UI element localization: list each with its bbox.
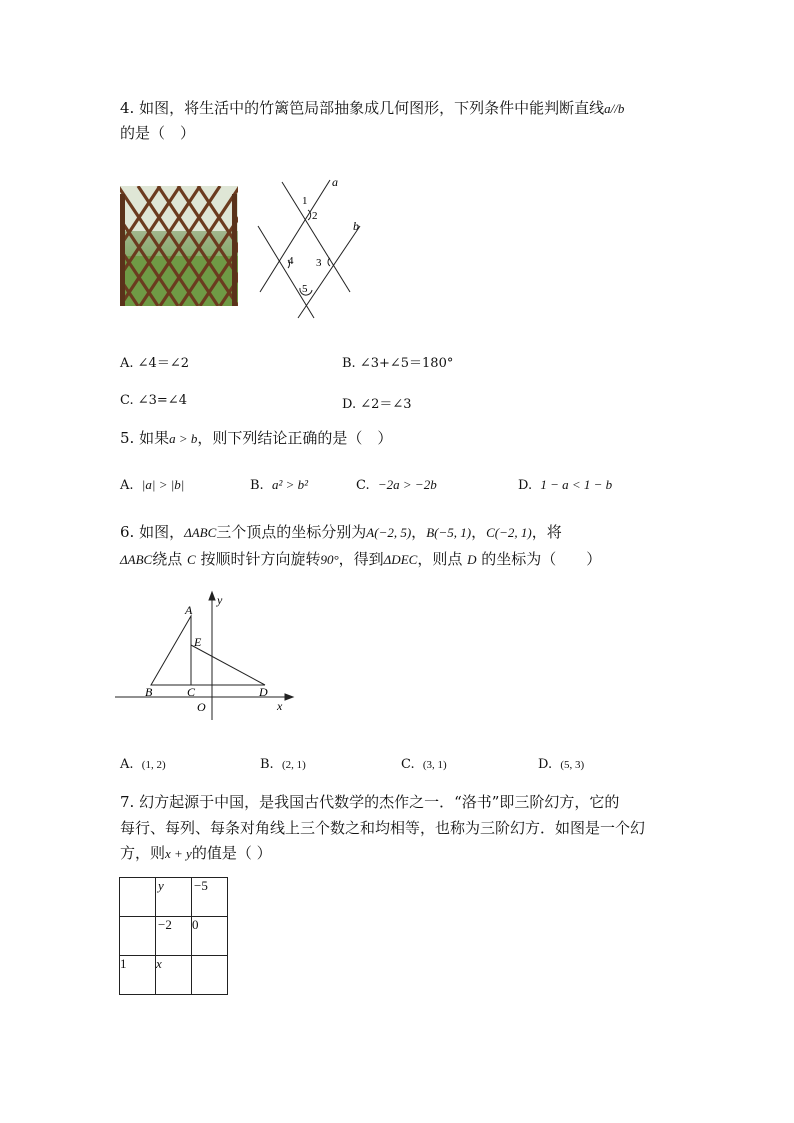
- q7-stem-line1: 7. 幻方起源于中国，是我国古代数学的杰作之一．“洛书”即三阶幻方，它的: [120, 793, 620, 811]
- fence-photo: [120, 186, 238, 306]
- q5-option-a[interactable]: A. |a| > |b|: [120, 477, 185, 493]
- label-a: a: [332, 175, 338, 189]
- q5-option-d[interactable]: D. 1 − a < 1 − b: [518, 477, 613, 493]
- origin-label: O: [197, 700, 206, 714]
- q4-option-b[interactable]: B. ∠3+∠5＝180°: [342, 356, 454, 371]
- grid-cell: [120, 917, 156, 956]
- q6-option-b[interactable]: B. (2, 1): [260, 757, 306, 772]
- q4-stem-line1: 4. 如图，将生活中的竹篱笆局部抽象成几何图形，下列条件中能判断直线a//b: [120, 99, 625, 117]
- q4-option-c[interactable]: C. ∠3=∠4: [120, 393, 187, 408]
- q6-option-c[interactable]: C. (3, 1): [401, 757, 447, 772]
- grid-cell: [192, 956, 228, 995]
- q5-option-b[interactable]: B. a² > b²: [250, 477, 309, 493]
- q7-stem-line3: 方，则x + y的值是（ ）: [120, 844, 272, 862]
- label-4: 4: [288, 255, 294, 267]
- point-e-label: E: [194, 635, 202, 649]
- grid-row: [120, 956, 228, 995]
- label-2: 2: [312, 210, 318, 222]
- x-axis-label: x: [277, 699, 283, 713]
- label-1: 1: [302, 195, 308, 207]
- point-d-label: D: [259, 685, 268, 699]
- point-a-label: A: [185, 603, 193, 617]
- grid-cell: −5: [192, 878, 228, 917]
- label-b: b: [353, 219, 359, 233]
- label-3: 3: [316, 257, 322, 269]
- q6-stem-line1: 6. 如图，ΔABC三个顶点的坐标分别为A(−2, 5)，B(−5, 1)，C(−2, 1)，将: [120, 523, 562, 541]
- grid-cell: y: [156, 878, 192, 917]
- q6-coordinate-figure: [115, 590, 300, 725]
- point-c-label: C: [187, 685, 196, 699]
- grid-cell: −2: [156, 917, 192, 956]
- grid-cell: x: [156, 956, 192, 995]
- grid-cell: 1: [120, 956, 156, 995]
- q5-stem: 5. 如果a > b，则下列结论正确的是（ ）: [120, 429, 393, 447]
- y-axis-label: y: [217, 593, 223, 607]
- q6-option-a[interactable]: A. (1, 2): [120, 757, 166, 772]
- grid-cell: 0: [192, 917, 228, 956]
- q4-option-d[interactable]: D. ∠2＝∠3: [342, 397, 412, 412]
- label-5: 5: [302, 283, 308, 295]
- q7-stem-line2: 每行、每列、每条对角线上三个数之和均相等，也称为三阶幻方．如图是一个幻: [120, 819, 646, 837]
- q6-stem-line2: ΔABC绕点 C 按顺时针方向旋转90°，得到ΔDEC，则点 D 的坐标为（ ）: [120, 550, 602, 568]
- q4-line-figure: [250, 172, 375, 322]
- magic-square-grid: [119, 877, 228, 995]
- q6-option-d[interactable]: D. (5, 3): [538, 757, 585, 772]
- grid-cell: [120, 878, 156, 917]
- point-b-label: B: [145, 685, 153, 699]
- grid-row: [120, 878, 228, 917]
- q5-option-c[interactable]: C. −2a > −2b: [356, 477, 437, 493]
- q4-option-a[interactable]: A. ∠4＝∠2: [120, 356, 189, 371]
- q4-stem-line2: 的是（ ）: [120, 124, 196, 142]
- grid-row: [120, 917, 228, 956]
